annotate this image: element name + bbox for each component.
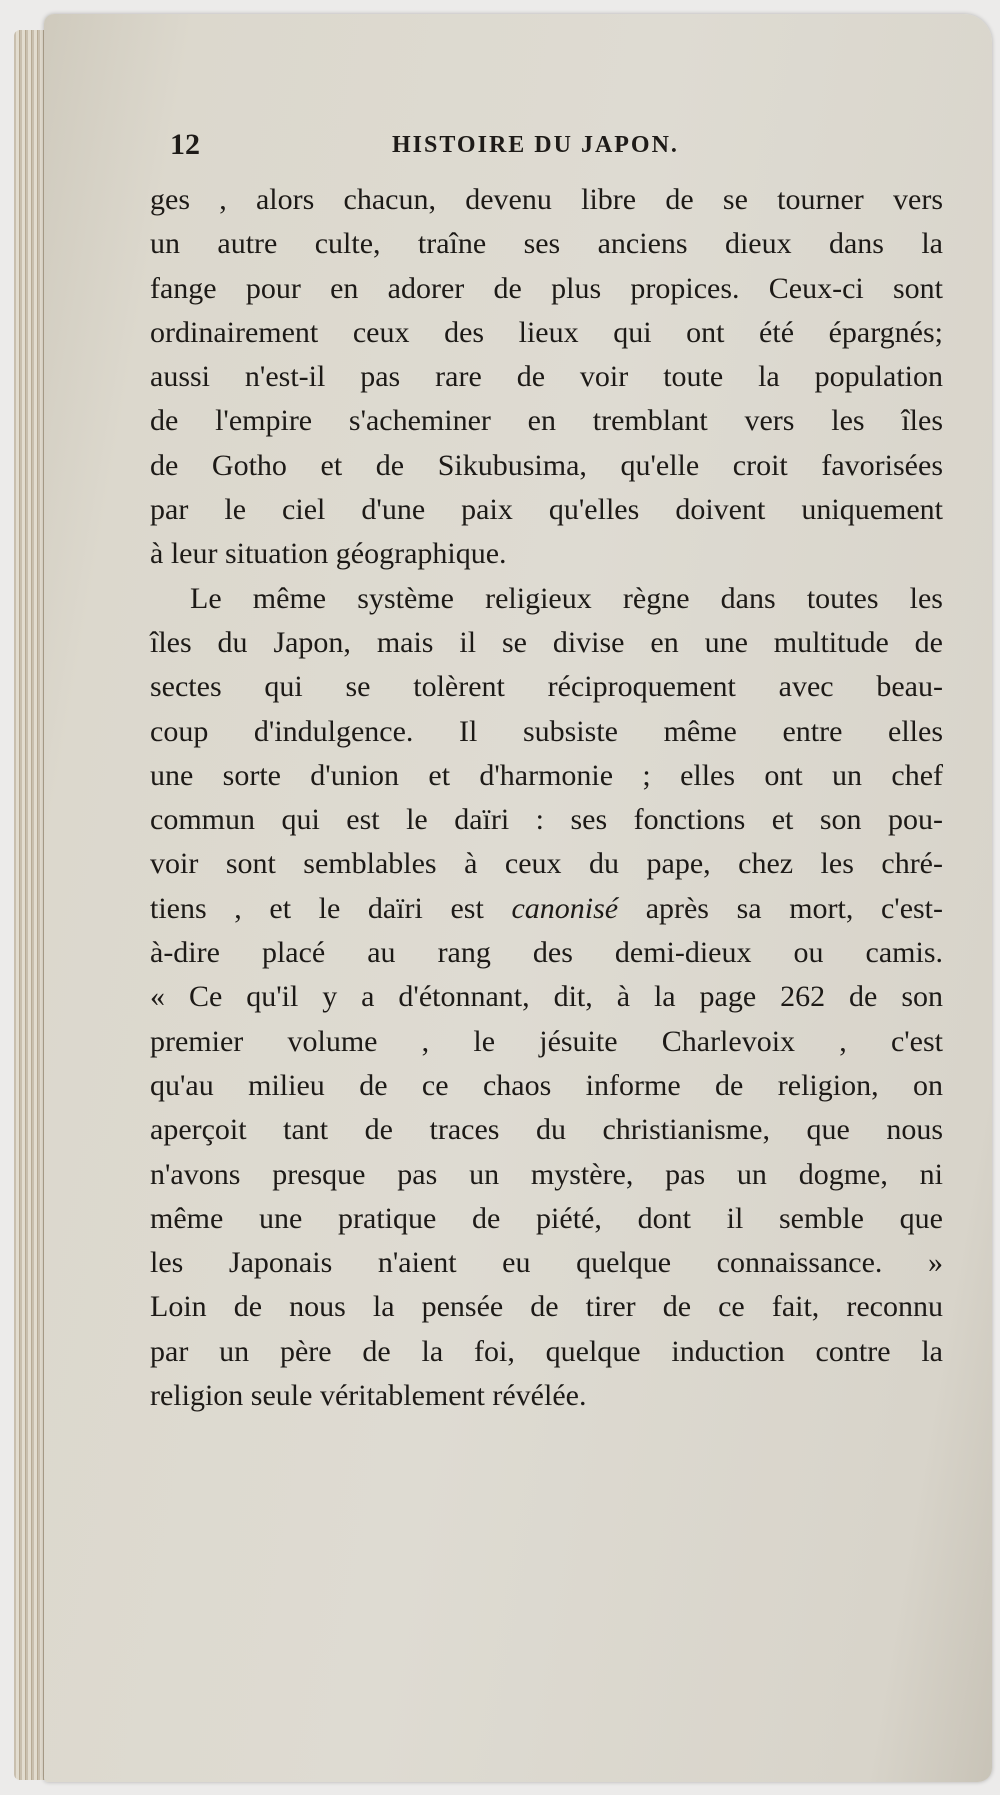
text-line: ges , alors chacun, devenu libre de se tourner vers [150,183,943,216]
text-line: par un père de la foi, quelque induction contre la [150,1334,943,1368]
text-line: à-dire placé au rang des demi-dieux ou camis. [150,936,943,970]
text-line: une sorte d'union et d'harmonie ; elles ont un chef [150,758,943,792]
page-number: 12 [170,128,200,161]
text-line [150,887,943,931]
text-line: même une pratique de piété, dont il semble que [150,1201,943,1235]
running-title: HISTOIRE DU JAPON. [392,132,679,158]
text-line: commun qui est le daïri : ses fonctions et son pou- [150,803,943,837]
text-line: les Japonais n'aient eu quelque connaissance. » [150,1246,943,1280]
body-text [150,178,943,1418]
text-line: sectes qui se tolèrent réciproquement avec beau- [150,670,943,704]
text-line: îles du Japon, mais il se divise en une multitude de [150,625,943,659]
italic-term: canonisé [511,891,619,925]
text-line: ordinairement ceux des lieux qui ont été épargnés; [150,315,943,349]
text-line: Loin de nous la pensée de tirer de ce fait, reconnu [150,1290,943,1324]
text-line: de l'empire s'acheminer en tremblant vers les îles [150,404,943,438]
running-header [170,128,740,164]
text-line: religion seule véritablement révélée. [150,1379,587,1413]
text-fragment: tiens , et le daïri est [150,891,512,925]
text-line: par le ciel d'une paix qu'elles doivent uniquement [150,493,943,527]
text-line: voir sont semblables à ceux du pape, chez les chré- [150,847,943,881]
text-line: aperçoit tant de traces du christianisme, que nous [150,1113,943,1147]
text-line: de Gotho et de Sikubusima, qu'elle croit favorisées [150,448,943,482]
text-line: fange pour en adorer de plus propices. Ceux-ci sont [150,271,943,305]
text-line: à leur situation géographique. [150,537,507,571]
text-fragment: après sa mort, c'est- [618,891,944,925]
text-line: un autre culte, traîne ses anciens dieux dans la [150,227,943,261]
text-line: coup d'indulgence. Il subsiste même entre elles [150,714,943,748]
text-line: aussi n'est-il pas rare de voir toute la population [150,360,943,394]
text-line: n'avons presque pas un mystère, pas un dogme, ni [150,1157,943,1191]
text-line: premier volume , le jésuite Charlevoix , c'est [150,1024,943,1058]
text-line: « Ce qu'il y a d'étonnant, dit, à la page 262 de son [150,980,943,1014]
text-line: qu'au milieu de ce chaos informe de religion, on [150,1068,943,1102]
text-line: Le même système religieux règne dans toutes les [190,581,943,615]
